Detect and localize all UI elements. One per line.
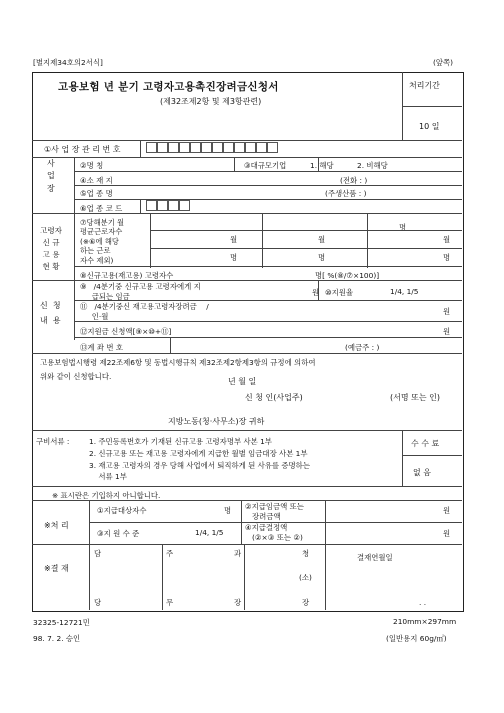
unit-won-3: 원 <box>443 327 451 336</box>
unit-won-1: 원 <box>312 288 320 297</box>
unit-person-3: 명 <box>318 253 326 262</box>
address-label: ④소 재 지 <box>80 176 113 185</box>
name-label: ②명 칭 <box>80 161 104 170</box>
approver-2-bottom: 무 <box>166 598 174 607</box>
approval-side: ※결 재 <box>44 564 69 573</box>
doc-item-1: 1. 주민등록번호가 기재된 신규고용 고령자명부 사본 1부 <box>89 437 272 446</box>
signature-label[interactable]: (서명 또는 인) <box>390 393 440 402</box>
unit-won-5: 원 <box>443 529 451 538</box>
processing-period-label: 처리기간 <box>409 81 440 90</box>
account-number-label: ⑬계 좌 번 호 <box>80 343 123 352</box>
support-rate-label: ⑩지원율 <box>325 288 354 297</box>
footer-approval-date: 98. 7. 2. 승인 <box>33 634 81 643</box>
form-id: [별지제34호의2서식] <box>33 58 103 67</box>
note-text: ※ 표시란은 기입하지 아니합니다. <box>52 491 161 500</box>
industry-code-label: ⑥업 종 코 드 <box>80 204 123 213</box>
unit-person-2: 명 <box>230 253 238 262</box>
form-subtitle: (제32조제2항 및 제3항관련) <box>160 97 262 106</box>
industry-name-label: ⑤업 종 명 <box>80 189 113 198</box>
new-hire-count-label: ⑧신규고용(재고용) 고령자수 <box>80 271 174 280</box>
approval-date-label: 결재연월일 <box>357 553 393 562</box>
footer-code: 32325-12721민 <box>33 618 90 627</box>
unit-person-5: 명 <box>224 506 232 515</box>
doc-item-2: 2. 신규고용 또는 재고용 고령자에게 지급한 월별 임금대장 사본 1부 <box>89 449 308 458</box>
status-side: 고령자 신 규 고 용 현 황 <box>40 226 63 272</box>
approver-3-bottom: 장 <box>234 598 242 607</box>
decision-amount-label: ④지급결정액 (②×③ 또는 ②) <box>245 523 303 542</box>
new-hire-count-field[interactable]: 명[ %(⑧/⑦×100)] <box>315 271 380 280</box>
support-level-value: 1/4, 1/5 <box>195 528 224 537</box>
unit-person-1: 명 <box>399 223 407 232</box>
rehire-incentive-label: ⑪ /4분기중신 재고용고령자장려금 / 인·월 <box>80 302 209 321</box>
employer-side: 사 업 장 <box>47 159 55 193</box>
approver-3-top: 과 <box>234 549 242 558</box>
approver-1-bottom: 당 <box>94 598 102 607</box>
support-level-label: ③지 원 수 준 <box>97 529 140 538</box>
fee-label: 수 수 료 <box>411 439 440 448</box>
main-product-field[interactable]: (주생산품 : ) <box>325 189 367 198</box>
approver-1-top: 담 <box>94 549 102 558</box>
recipients-label: ①지급대상자수 <box>97 506 147 515</box>
processing-side: ※처 리 <box>44 521 69 530</box>
avg-workers-label: ⑦당해분기 월 평균근로자수 (※⑥에 해당 하는 근로 자수 제외) <box>80 218 125 265</box>
unit-won-2: 원 <box>443 307 451 316</box>
phone-field[interactable]: (전화 : ) <box>340 176 368 185</box>
approver-4-mid: (소) <box>299 573 312 582</box>
approval-date-field[interactable]: . . <box>419 598 427 607</box>
wage-label: ⑨ /4분기중 신규고용 고령자에게 지 급되는 임금 <box>80 282 201 301</box>
side-label: (앞쪽) <box>433 58 454 67</box>
processing-period-value: 10 일 <box>419 122 440 131</box>
apply-side: 신 청 내 용 <box>40 301 61 326</box>
form-title: 고용보험 년 분기 고령자고용촉진장려금신청서 <box>58 81 279 93</box>
unit-month-3: 월 <box>443 235 451 244</box>
wage-amount-label: ②지급임금액 또는 장려금액 <box>245 502 304 521</box>
large-company-option-yes[interactable]: 1. 해당 <box>310 161 334 170</box>
addressee: 지방노동(청·사무소)장 귀하 <box>168 417 265 426</box>
fee-value: 없 음 <box>413 468 431 477</box>
unit-month-1: 월 <box>230 235 238 244</box>
approver-4-bottom: 장 <box>302 598 310 607</box>
approver-2-top: 주 <box>166 549 174 558</box>
large-company-label: ③대규모기업 <box>244 161 287 170</box>
footer-size: 210mm×297mm <box>393 617 457 626</box>
support-rate-value: 1/4, 1/5 <box>390 287 419 296</box>
date-line[interactable]: 년 월 일 <box>228 377 257 386</box>
unit-person-4: 명 <box>443 253 451 262</box>
account-holder-field[interactable]: (예금주 : ) <box>345 343 380 352</box>
docs-label: 구비서류 : <box>36 437 70 446</box>
applicant-label: 신 청 인(사업주) <box>245 393 303 402</box>
apply-amount-label: ⑫지원금 신청액[⑨×⑩+⑪] <box>80 327 172 336</box>
declaration-text: 고용보험법시행령 제22조제6항 및 동법시행규칙 제32조제2항제3항의 규정에 의하여 위와 같이 신청합니다. <box>40 358 316 382</box>
approver-4-top: 청 <box>302 549 310 558</box>
management-number-label: ①사 업 장 관 리 번 호 <box>44 145 121 154</box>
footer-paper: (일반용지 60g/㎡) <box>386 634 447 643</box>
unit-won-4: 원 <box>443 506 451 515</box>
doc-item-3: 3. 재고용 고령자의 경우 당해 사업에서 퇴직하게 된 사유를 증명하는 서류 1부 <box>89 461 310 482</box>
unit-month-2: 월 <box>318 235 326 244</box>
large-company-option-no[interactable]: 2. 비해당 <box>357 161 388 170</box>
